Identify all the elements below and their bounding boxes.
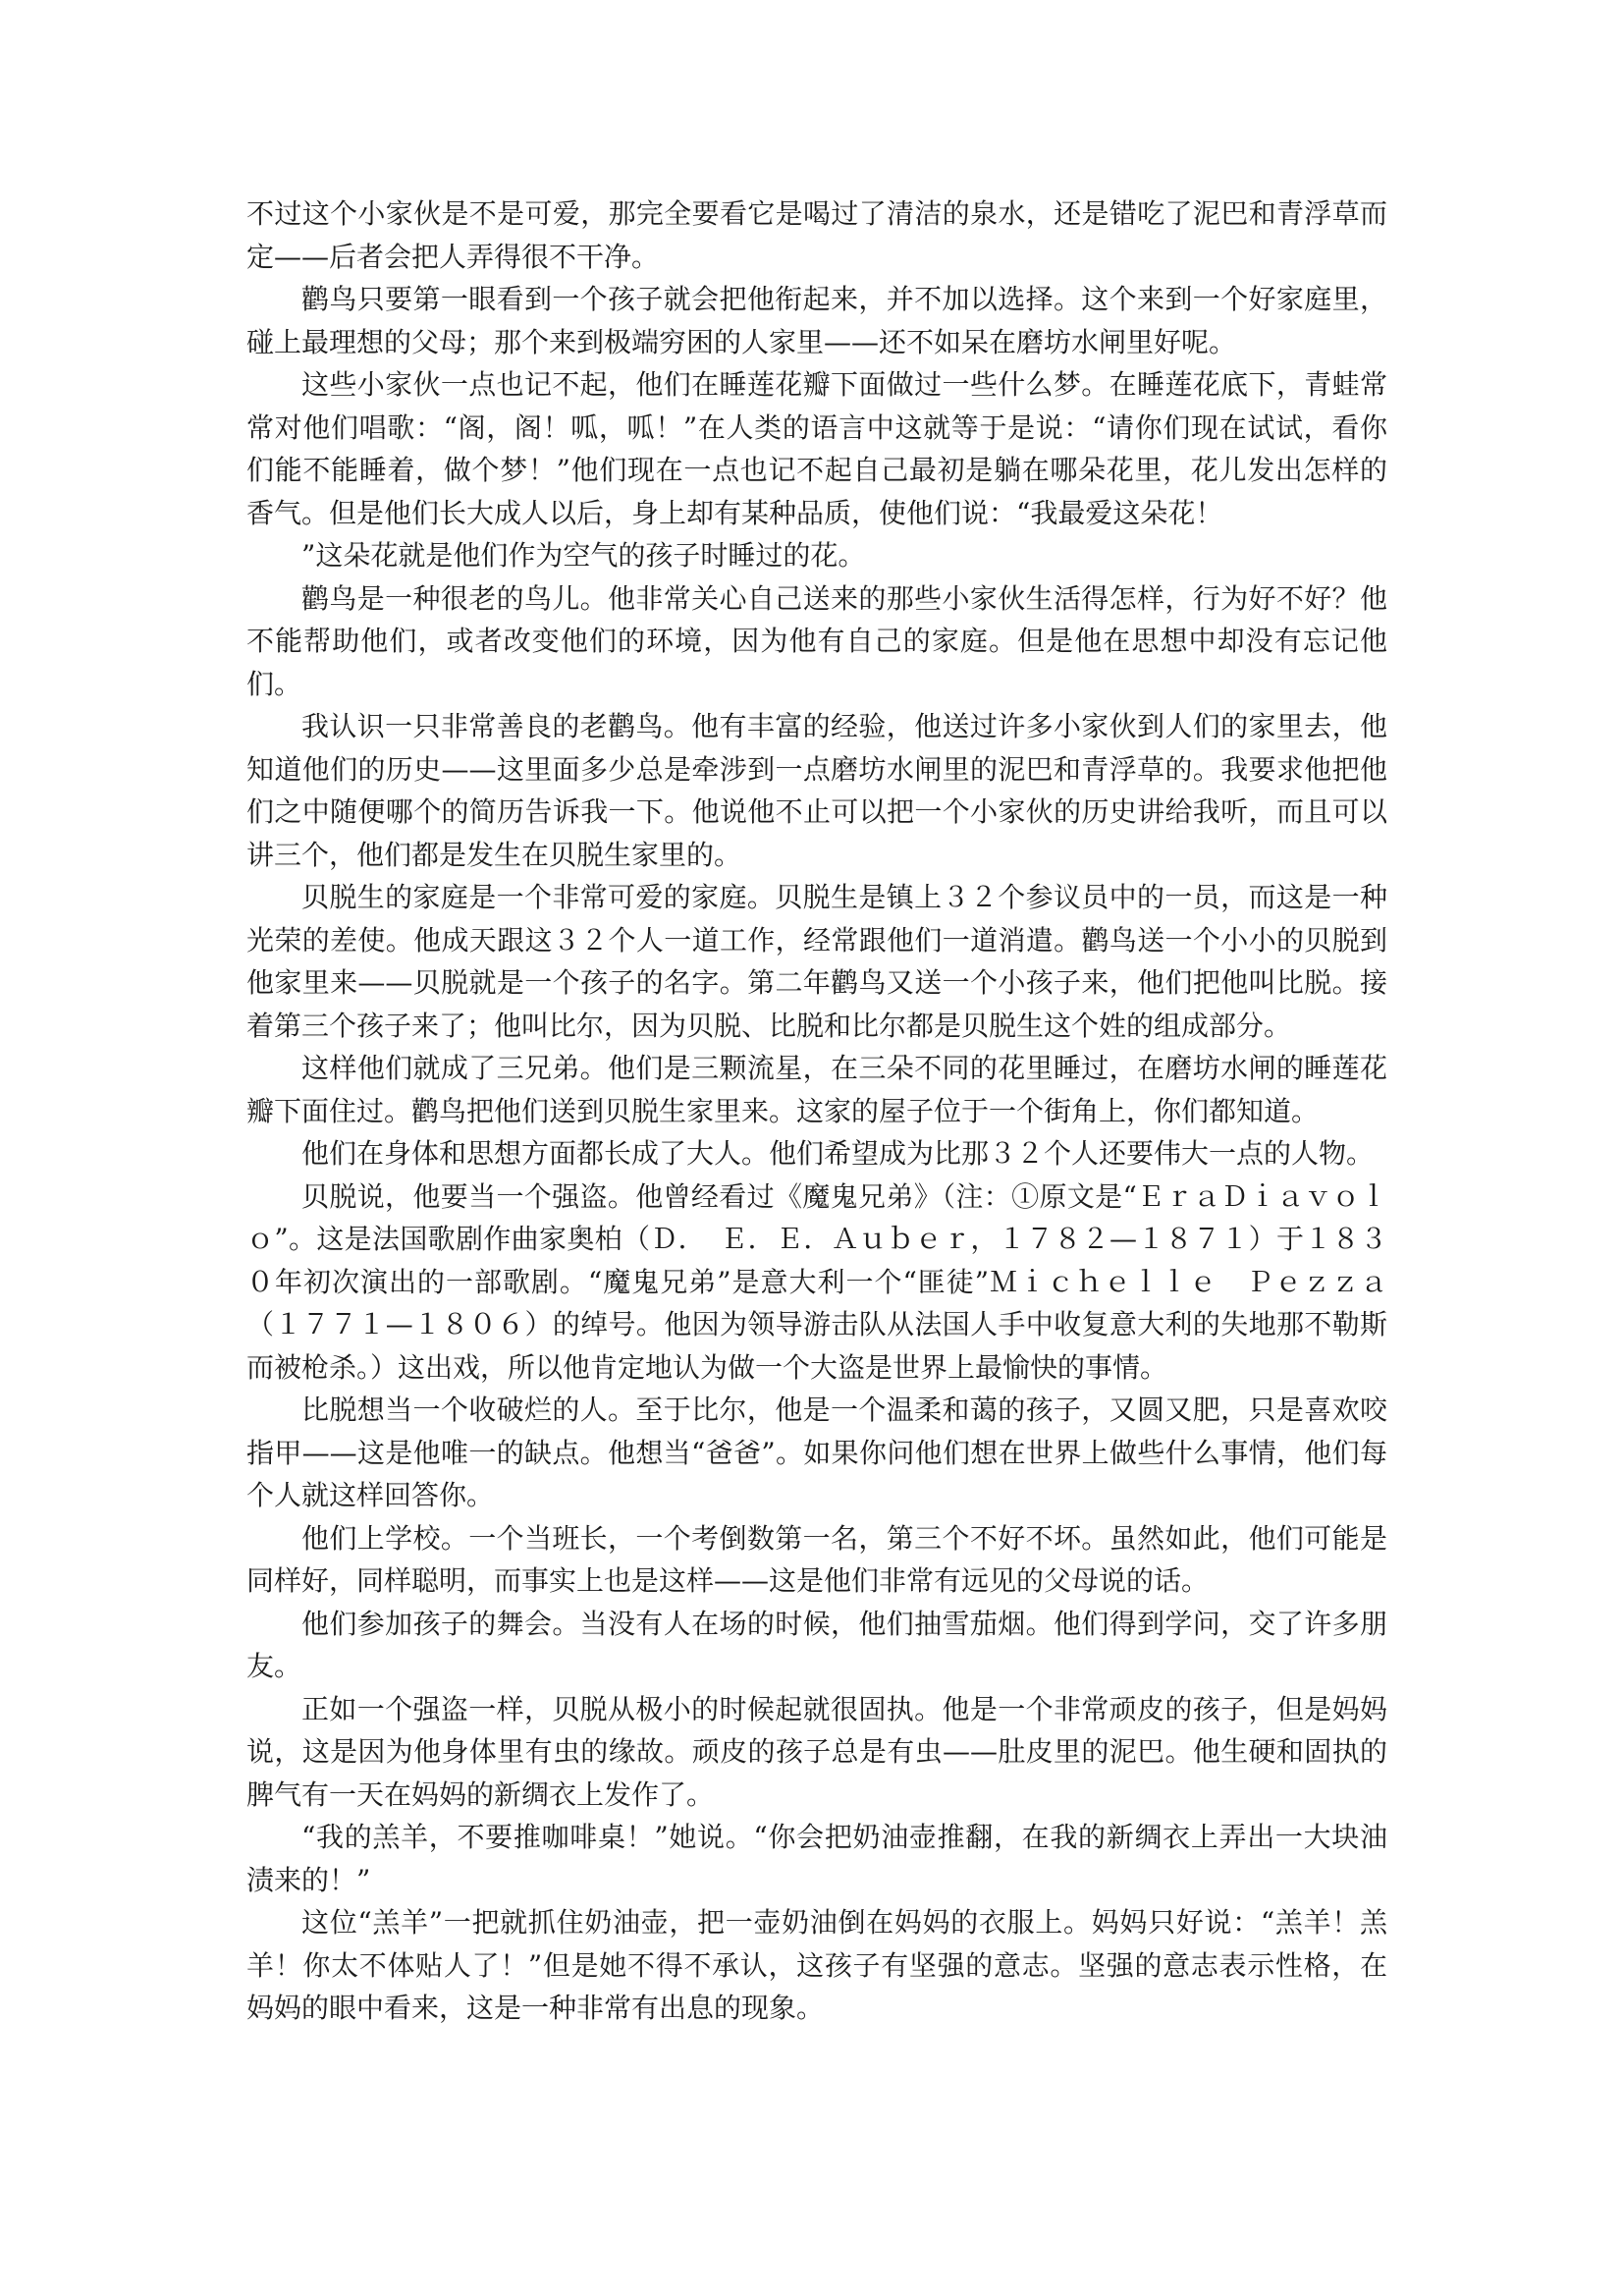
paragraph-15: “我的羔羊，不要推咖啡桌！”她说。“你会把奶油壶推翻，在我的新绸衣上弄出一大块油渍来的！”: [246, 1821, 1387, 1896]
paragraph-9: 他们在身体和思想方面都长成了大人。他们希望成为比那３２个人还要伟大一点的人物。: [301, 1137, 1375, 1170]
paragraph-10: 贝脱说，他要当一个强盗。他曾经看过《魔鬼兄弟》（注：①原文是“ＥｒａＤｉａｖｏｌｏ”。这是法国歌剧作曲家奥柏（Ｄ． Ｅ．Ｅ．Ａｕｂｅｒ，１７８２—１８７１）于１８３０年初次演出的一部歌剧。“魔鬼兄弟”是意大利一个“匪徒”Ｍｉｃｈｅｌｌｅ Ｐｅｚｚａ（１７７１—１８０６）的绰号。他因为领导游击队从法国人手中收复意大利的失地那不勒斯而被枪杀。）这出戏，所以他肯定地认为做一个大盗是世界上最愉快的事情。: [246, 1179, 1387, 1384]
document-page: [246, 192, 1387, 2030]
paragraph-3: 这些小家伙一点也记不起，他们在睡莲花瓣下面做过一些什么梦。在睡莲花底下，青蛙常常对他们唱歌：“阁，阁！呱，呱！”在人类的语言中这就等于是说：“请你们现在试试，看你们能不能睡着，做个梦！”他们现在一点也记不起自己最初是躺在哪朵花里，花儿发出怎样的香气。但是他们长大成人以后，身上却有某种品质，使他们说：“我最爱这朵花！: [246, 368, 1387, 529]
paragraph-6: 我认识一只非常善良的老鹳鸟。他有丰富的经验，他送过许多小家伙到人们的家里去，他知道他们的历史——这里面多少总是牵涉到一点磨坊水闸里的泥巴和青浮草的。我要求他把他们之中随便哪个的简历告诉我一下。他说他不止可以把一个小家伙的历史讲给我听，而且可以讲三个，他们都是发生在贝脱生家里的。: [246, 710, 1387, 871]
paragraph-14: 正如一个强盗一样，贝脱从极小的时候起就很固执。他是一个非常顽皮的孩子，但是妈妈说，这是因为他身体里有虫的缘故。顽皮的孩子总是有虫——肚皮里的泥巴。他生硬和固执的脾气有一天在妈妈的新绸衣上发作了。: [246, 1692, 1387, 1811]
paragraph-13: 他们参加孩子的舞会。当没有人在场的时候，他们抽雪茄烟。他们得到学问，交了许多朋友。: [246, 1607, 1387, 1682]
paragraph-11: 比脱想当一个收破烂的人。至于比尔，他是一个温柔和蔼的孩子，又圆又肥，只是喜欢咬指甲——这是他唯一的缺点。他想当“爸爸”。如果你问他们想在世界上做些什么事情，他们每个人就这样回答你。: [246, 1394, 1387, 1511]
paragraph-2: 鹳鸟只要第一眼看到一个孩子就会把他衔起来，并不加以选择。这个来到一个好家庭里，碰上最理想的父母；那个来到极端穷困的人家里——还不如呆在磨坊水闸里好呢。: [246, 283, 1387, 358]
paragraph-16: 这位“羔羊”一把就抓住奶油壶，把一壶奶油倒在妈妈的衣服上。妈妈只好说：“羔羊！羔羊！你太不体贴人了！”但是她不得不承认，这孩子有坚强的意志。坚强的意志表示性格，在妈妈的眼中看来，这是一种非常有出息的现象。: [246, 1906, 1387, 2024]
paragraph-7: 贝脱生的家庭是一个非常可爱的家庭。贝脱生是镇上３２个参议员中的一员，而这是一种光荣的差使。他成天跟这３２个人一道工作，经常跟他们一道消遣。鹳鸟送一个小小的贝脱到他家里来——贝脱就是一个孩子的名字。第二年鹳鸟又送一个小孩子来，他们把他叫比脱。接着第三个孩子来了；他叫比尔，因为贝脱、比脱和比尔都是贝脱生这个姓的组成部分。: [246, 881, 1387, 1042]
paragraph-4: ”这朵花就是他们作为空气的孩子时睡过的花。: [301, 539, 866, 572]
paragraph-1: 不过这个小家伙是不是可爱，那完全要看它是喝过了清洁的泉水，还是错吃了泥巴和青浮草而定——后者会把人弄得很不干净。: [246, 197, 1387, 273]
paragraph-8: 这样他们就成了三兄弟。他们是三颗流星，在三朵不同的花里睡过，在磨坊水闸的睡莲花瓣下面住过。鹳鸟把他们送到贝脱生家里来。这家的屋子位于一个街角上，你们都知道。: [246, 1052, 1387, 1127]
paragraph-5: 鹳鸟是一种很老的鸟儿。他非常关心自己送来的那些小家伙生活得怎样，行为好不好？他不能帮助他们，或者改变他们的环境，因为他有自己的家庭。但是他在思想中却没有忘记他们。: [246, 581, 1387, 700]
paragraph-12: 他们上学校。一个当班长，一个考倒数第一名，第三个不好不坏。虽然如此，他们可能是同样好，同样聪明，而事实上也是这样——这是他们非常有远见的父母说的话。: [246, 1521, 1387, 1597]
